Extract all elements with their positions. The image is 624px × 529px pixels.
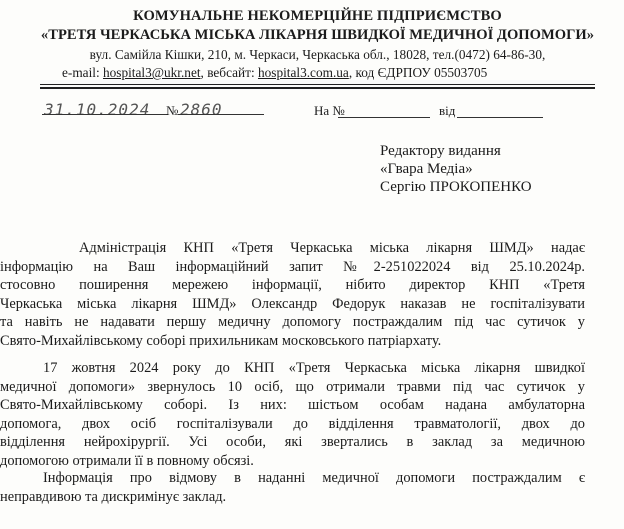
- contact-line: [62, 65, 582, 81]
- addressee-line2: «Гвара Медіа»: [380, 161, 473, 177]
- outgoing-number-sign: №: [166, 103, 179, 118]
- number-underline: [178, 114, 264, 115]
- edrpou-code: , код ЄДРПОУ 05503705: [348, 65, 488, 80]
- paragraph-1: [0, 239, 585, 351]
- reference-date-label: від: [439, 103, 456, 118]
- paragraph-line: допомога, двох осіб госпіталізували до відділення травматології, двох до: [0, 415, 585, 432]
- paragraph-line: неправдивою та дискримінує заклад.: [0, 488, 227, 505]
- outgoing-number-handwritten: 2860: [180, 100, 223, 119]
- reference-number-blank: [338, 117, 430, 118]
- paragraph-line: та навіть не надавати першу медичну допомогу постраждалим під час сутичок у: [0, 314, 585, 331]
- paragraph-line: відділення нейрохірургії. Усі особи, які звертались в заклад за медичною: [0, 434, 585, 451]
- paragraph-line: допомогою отримали її в повному обсязі.: [0, 452, 254, 469]
- addressee-line1: Редактору видання: [380, 143, 501, 159]
- reference-date-blank: [457, 117, 543, 118]
- paragraph-line: 17 жовтня 2024 року до КНП «Третя Черкаська міська лікарня швидкої: [43, 360, 585, 376]
- paragraph-line: медичної допомоги» звернулось 10 осіб, що отримали травми під час сутичок у: [0, 378, 585, 395]
- header-rule-thin: [40, 84, 595, 85]
- website-label: , вебсайт:: [200, 65, 258, 80]
- paragraph-3: [0, 469, 585, 506]
- paragraph-line: стосовно поширення мережею інформації, нібито директор КНП «Третя: [0, 277, 585, 294]
- date-underline: [42, 114, 168, 115]
- email-label: e-mail:: [62, 65, 103, 80]
- paragraph-line: Адміністрація КНП «Третя Черкаська міська лікарня ШМД» надає: [79, 240, 585, 256]
- website-link[interactable]: hospital3.com.ua: [257, 65, 349, 80]
- paragraph-line: Свято-Михайлівському соборі. Із них: шістьом особам надана амбулаторна: [0, 397, 585, 414]
- addressee-line3: Сергію ПРОКОПЕНКО: [380, 179, 532, 195]
- paragraph-line: Черкаська міська лікарня ШМД» Олександр Федорук наказав не госпіталізувати: [0, 295, 585, 312]
- paragraph-line: інформацію на Ваш інформаційний запит №2-251022024 від 25.10.2024р.: [0, 258, 585, 275]
- email-link[interactable]: hospital3@ukr.net: [102, 65, 201, 80]
- reference-number-label: На №: [314, 103, 345, 118]
- address-line: вул. Самійла Кішки, 210, м. Черкаси, Черкаська обл., 18028, тел.(0472) 64-86-30,: [89, 47, 546, 62]
- org-name-line1: КОМУНАЛЬНЕ НЕКОМЕРЦІЙНЕ ПІДПРИЄМСТВО: [133, 8, 502, 24]
- paragraph-2: [0, 359, 585, 471]
- org-name-line2: «ТРЕТЯ ЧЕРКАСЬКА МІСЬКА ЛІКАРНЯ ШВИДКОЇ МЕДИЧНОЇ ДОПОМОГИ»: [40, 27, 595, 43]
- paragraph-line: Інформація про відмову в наданні медичної допомоги постраждалим є: [43, 470, 585, 486]
- paragraph-line: Свято-Михайлівському соборі прихильникам московського патріархату.: [0, 332, 442, 349]
- header-rule-thick: [40, 87, 595, 89]
- outgoing-date-handwritten: 31.10.2024: [44, 100, 151, 119]
